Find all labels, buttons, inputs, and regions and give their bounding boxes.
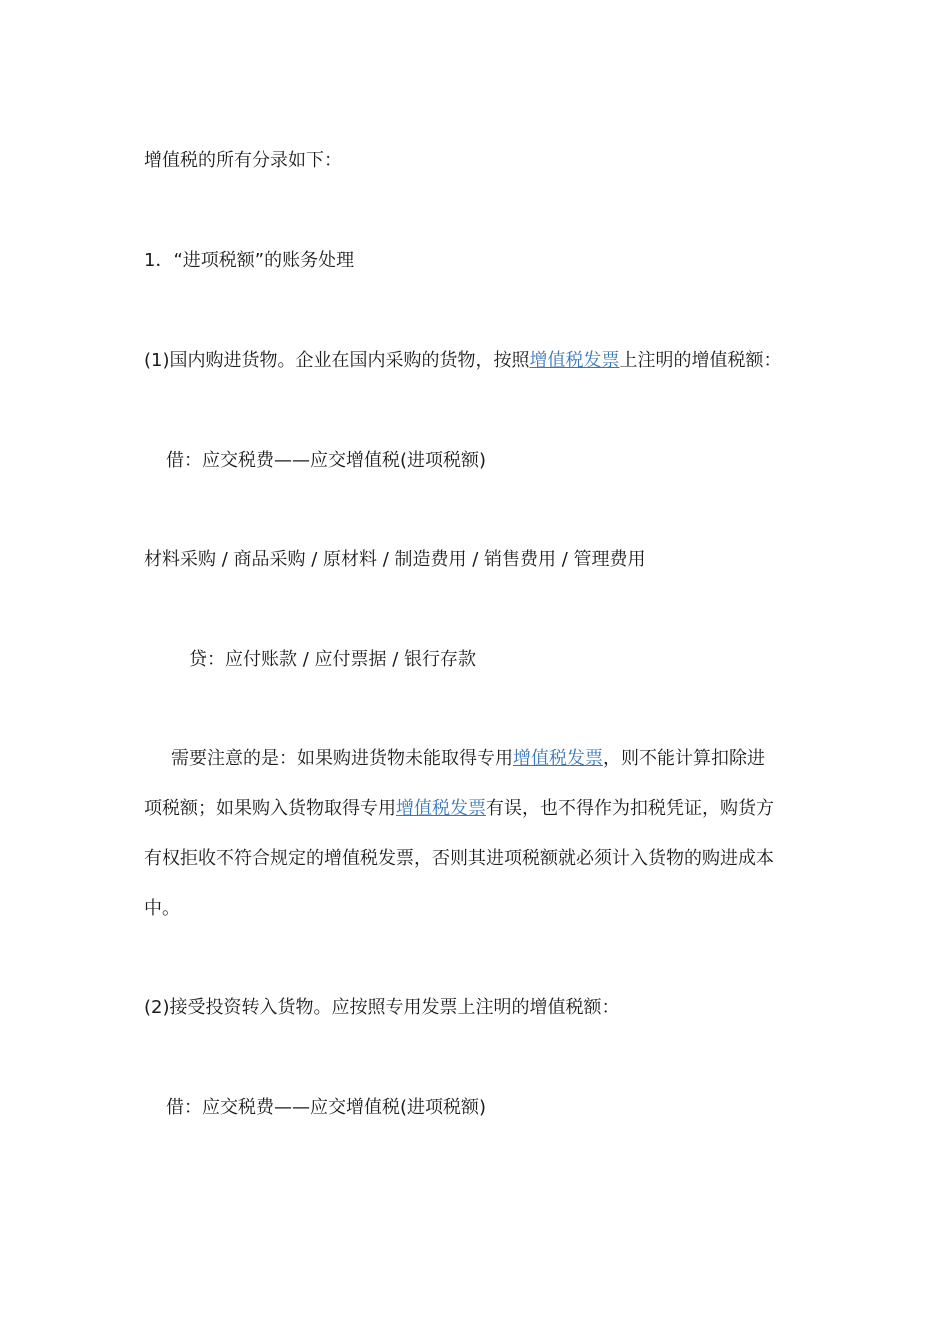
paragraph-text: (1)国内购进货物。企业在国内采购的货物，按照 (144, 350, 530, 371)
debit-entry: 借：应交税费——应交增值税(进项税额) (166, 450, 487, 471)
note-line-2 (144, 796, 774, 822)
note-line-3: 有权拒收不符合规定的增值税发票，否则其进项税额就必须计入货物的购进成本 (144, 848, 774, 869)
note-text: ，则不能计算扣除进 (603, 748, 765, 769)
note-line-4: 中。 (144, 898, 180, 919)
note-line-1 (171, 746, 765, 772)
note-text: 项税额；如果购入货物取得专用 (144, 798, 396, 819)
credit-entry: 贷：应付账款 / 应付票据 / 银行存款 (189, 649, 477, 670)
paragraph-domestic-purchase (144, 348, 782, 374)
note-text: 需要注意的是：如果购进货物未能取得专用 (171, 748, 513, 769)
paragraph-investment-goods: (2)接受投资转入货物。应按照专用发票上注明的增值税额： (144, 997, 620, 1018)
intro-text: 增值税的所有分录如下： (144, 150, 342, 171)
debit-entry: 借：应交税费——应交增值税(进项税额) (166, 1097, 487, 1118)
accounts-list: 材料采购 / 商品采购 / 原材料 / 制造费用 / 销售费用 / 管理费用 (144, 549, 646, 570)
vat-invoice-link[interactable]: 增值税发票 (396, 798, 486, 819)
section-title: 1．“进项税额”的账务处理 (144, 250, 355, 271)
vat-invoice-link[interactable]: 增值税发票 (529, 350, 620, 371)
paragraph-text: 上注明的增值税额： (619, 350, 782, 371)
note-text: 有误，也不得作为扣税凭证，购货方 (486, 798, 774, 819)
vat-invoice-link[interactable]: 增值税发票 (513, 748, 603, 769)
